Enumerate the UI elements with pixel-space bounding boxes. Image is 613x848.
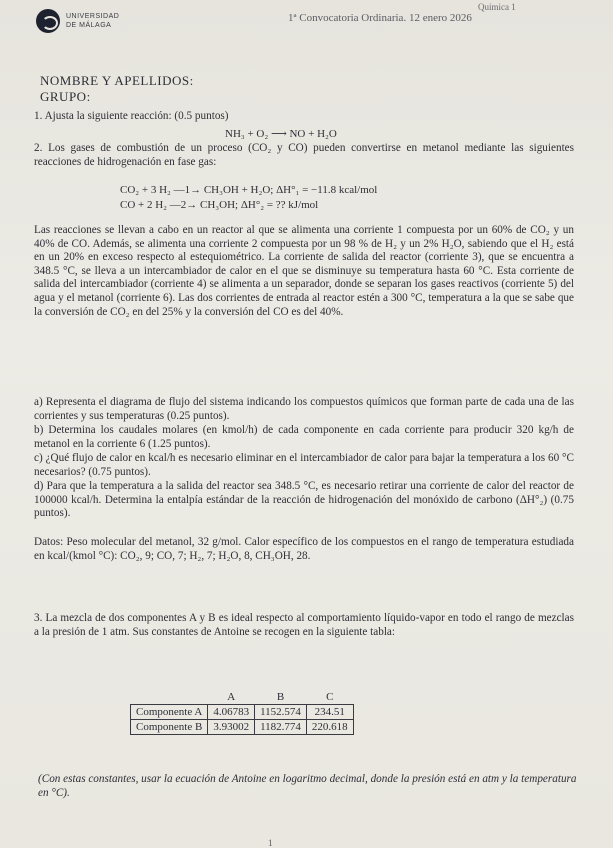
table-cell: 1182.774	[255, 720, 307, 735]
group-field-label: GRUPO:	[40, 89, 91, 104]
question-1-equation: NH₃ + O₂ ⟶ NO + H₂O	[225, 128, 337, 140]
row-label: Componente B	[131, 720, 208, 735]
question-2c: c) ¿Qué flujo de calor en kcal/h es necesario eliminar en el intercambiador de calor para bajar la temperatura a los 60 °C necesarios? (0.75 puntos).	[34, 452, 574, 478]
question-3-text: 3. La mezcla de dos componentes A y B es ideal respecto al comportamiento líquido-vapor en todo el rango de mezclas a la presión de 1 atm. Sus constantes de Antoine se recogen en la siguiente tabla:	[34, 612, 574, 638]
table-header-b: B	[255, 690, 307, 705]
question-2b: b) Determina los caudales molares (en kmol/h) de cada componente en cada corriente para producir 320 kg/h de metanol en la corriente 6 (1.25 puntos).	[34, 424, 574, 450]
table-corner-cell	[131, 690, 208, 705]
university-name-line1: UNIVERSIDAD	[66, 13, 120, 20]
table-header-c: C	[306, 690, 353, 705]
reaction-2-equation: CO + 2 H₂ —2→ CH₃OH; ΔH°₂ = ?? kJ/mol	[120, 199, 319, 211]
table-cell: 4.06783	[208, 705, 255, 720]
table-header-a: A	[208, 690, 255, 705]
row-label: Componente A	[131, 705, 208, 720]
question-2-statement: Las reacciones se llevan a cabo en un reactor al que se alimenta una corriente 1 compuesta por un 60% de CO₂ y un 40% de CO. Además, se alimenta una corriente 2 compuesta por un 98 % de H₂ y un 2% H₂O, sabiendo que el H₂ está en un 20% en exceso respecto al estequiométrico. La corriente de salida del reactor (corriente 3), que se encuentra a 348.5 °C, se lleva a un intercambiador de calor en el que se disminuye su temperatura hasta 60 °C. Esta corriente de salida del intercambiador (corriente 4) se alimenta a un separador, donde se separan los gases reactivos (corriente 5) del agua y el metanol (corriente 6). Las dos corrientes de entrada al reactor estén a 300 °C, temperatura a la que se sabe que la conversión de CO₂ en del 25% y la conversión del CO es del 40%.	[34, 224, 574, 318]
table-header-row	[131, 690, 354, 705]
table-row	[131, 705, 354, 720]
subject-label: Química 1	[478, 2, 516, 12]
question-2d: d) Para que la temperatura a la salida del reactor sea 348.5 °C, es necesario retirar una corriente de calor del reactor de 100000 kcal/h. Determina la entalpía estándar de la reacción de hidrogenación del monóxido de carbono (ΔH°₂) (0.75 puntos).	[34, 480, 574, 520]
table-cell: 3.93002	[208, 720, 255, 735]
antoine-constants-table	[130, 690, 354, 735]
university-emblem-icon	[36, 9, 60, 33]
question-2-intro: 2. Los gases de combustión de un proceso (CO₂ y CO) pueden convertirse en metanol mediante las siguientes reacciones de hidrogenación en fase gas:	[34, 142, 574, 168]
university-name-line2: DE MÁLAGA	[66, 22, 112, 29]
table-row	[131, 720, 354, 735]
table-cell: 1152.574	[255, 705, 307, 720]
page-number: 1	[268, 838, 273, 848]
name-field-label: NOMBRE Y APELLIDOS:	[40, 73, 194, 88]
question-1-text: 1. Ajusta la siguiente reacción: (0.5 puntos)	[34, 110, 229, 122]
exam-session: 1ª Convocatoria Ordinaria. 12 enero 2026	[288, 12, 472, 24]
question-2-data: Datos: Peso molecular del metanol, 32 g/mol. Calor específico de los compuestos en el rango de temperatura estudiada en kcal/(kmol °C): CO₂, 9; CO, 7; H₂, 7; H₂O, 8, CH₃OH, 28.	[34, 536, 574, 562]
reaction-1-equation: CO₂ + 3 H₂ —1→ CH₃OH + H₂O; ΔH°₁ = −11.8 kcal/mol	[120, 184, 378, 196]
table-cell: 234.51	[306, 705, 353, 720]
university-logo	[36, 5, 166, 37]
table-cell: 220.618	[306, 720, 353, 735]
question-2a: a) Representa el diagrama de flujo del sistema indicando los compuestos químicos que forman parte de cada una de las corrientes y sus temperaturas (0.25 puntos).	[34, 396, 574, 422]
antoine-note: (Con estas constantes, usar la ecuación de Antoine en logaritmo decimal, donde la presión está en atm y la temperatura en °C).	[38, 773, 577, 799]
